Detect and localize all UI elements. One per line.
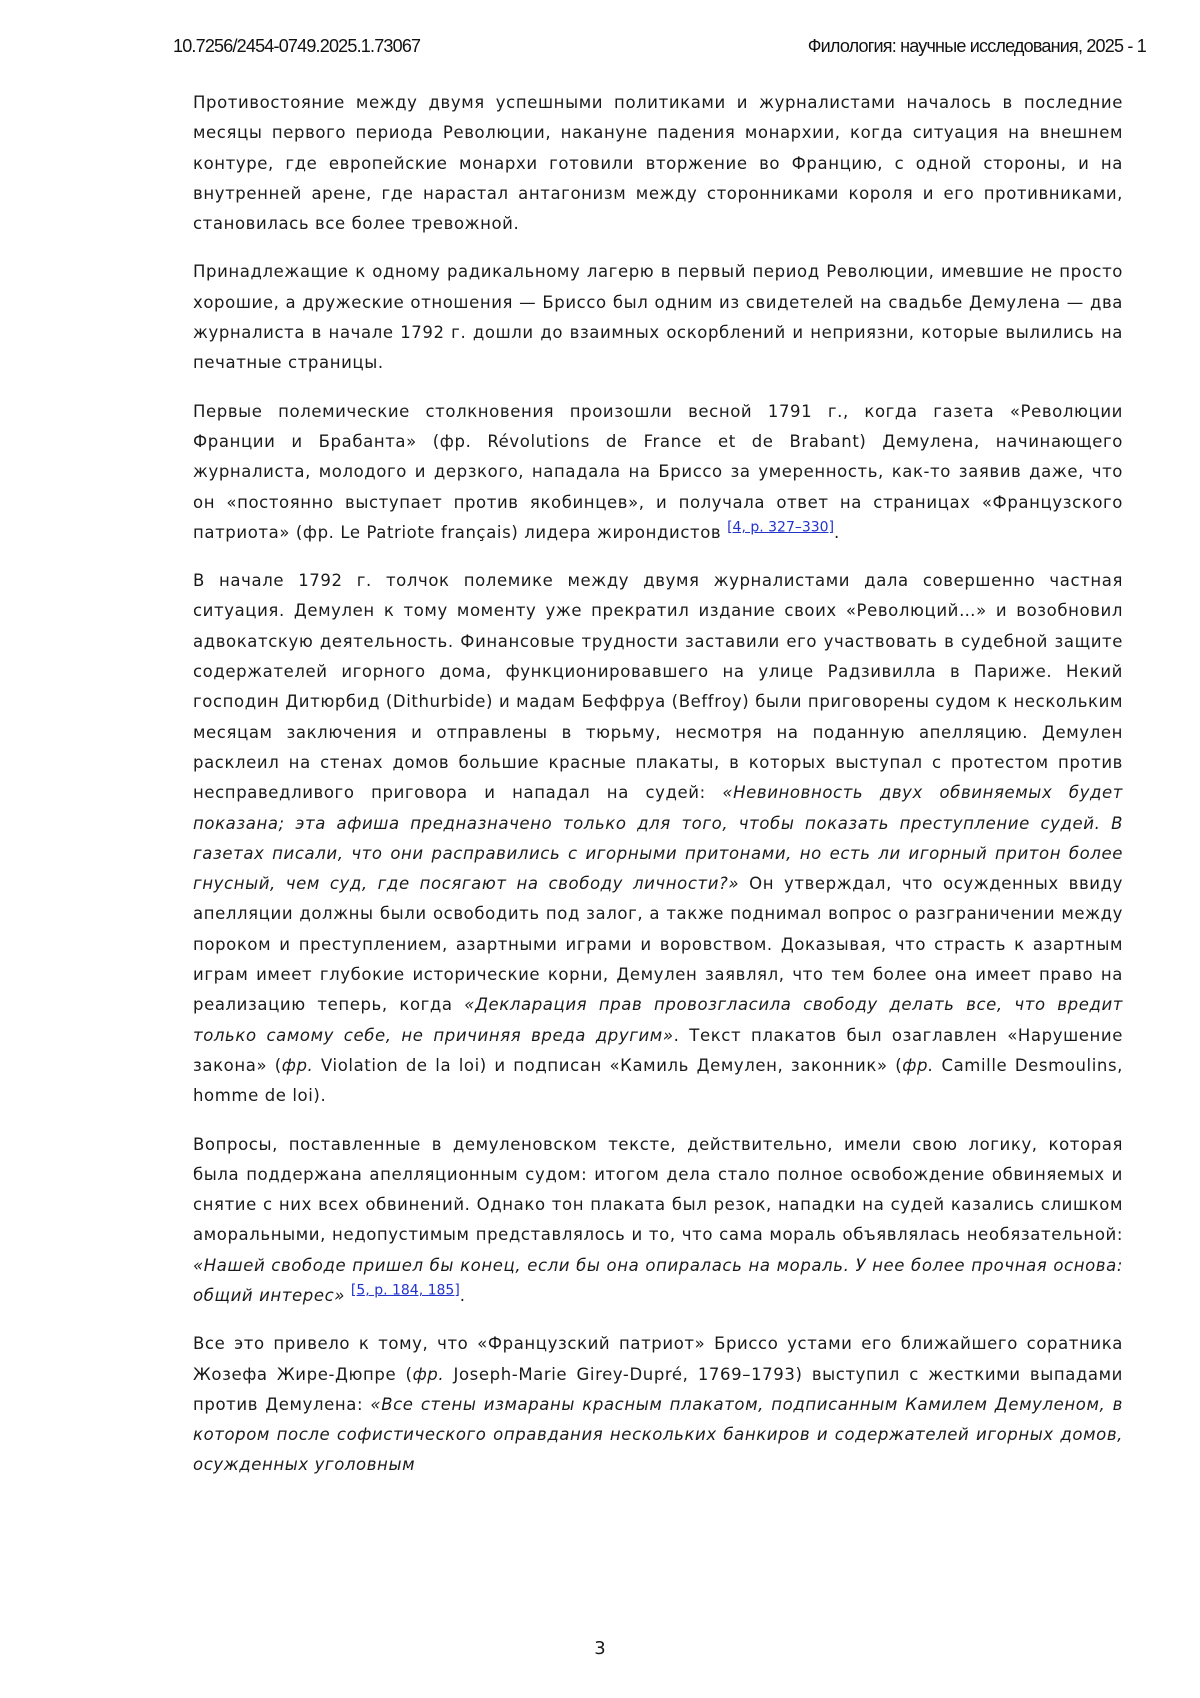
paragraph xyxy=(193,257,1123,378)
text-segment: . xyxy=(834,522,840,542)
citation-link[interactable]: [5, p. 184, 185] xyxy=(350,1282,460,1299)
text-segment: Violation de la loi) и подписан «Камиль Демулен, законник» ( xyxy=(313,1055,903,1075)
text-segment: . Текст плакатов был озаглавлен «Нарушение закона» ( xyxy=(193,1025,1123,1075)
doi-header: 10.7256/2454-0749.2025.1.73067 xyxy=(173,36,421,56)
text-segment: Принадлежащие к одному радикальному лагерю в первый период Революции, имевшие не просто хорошие, а дружеские отношения — Бриссо был одним из свидетелей на свадьбе Демулена — два журналиста в начале 1792 г. дошли до взаимных оскорблений и неприязни, которые вылились на печатные страницы. xyxy=(193,262,1123,373)
text-segment: Противостояние между двумя успешными политиками и журналистами началось в последние месяцы первого периода Революции, накануне падения монархии, когда ситуация на внешнем контуре, где европейские монархи готовили вторжение во Францию, с одной стороны, и на внутренней арене, где нарастал антагонизм между сторонниками короля и его противниками, становилась все более тревожной. xyxy=(193,93,1123,234)
text-segment: Он утверждал, что осужденных ввиду апелляции должны были освободить под залог, а также поднимал вопрос о разграничении между пороком и преступлением, азартными играми и воровством. Доказывая, что страсть к азартным играм имеет глубокие исторические корни, Демулен заявлял, что тем более она имеет право на реализацию теперь, когда xyxy=(193,874,1123,1015)
journal-header: Филология: научные исследования, 2025 - 1 xyxy=(807,36,1146,56)
citation-link[interactable]: [4, p. 327–330] xyxy=(727,519,835,536)
article-body xyxy=(193,88,1123,1499)
italic-quote: «Нашей свободе пришел бы конец, если бы она опиралась на мораль. У нее более прочная основа: общий интерес» xyxy=(193,1255,1123,1305)
paragraph xyxy=(193,566,1123,1111)
text-segment: В начале 1792 г. толчок полемике между двумя журналистами дала совершенно частная ситуация. Демулен к тому моменту уже прекратил издание своих «Революций…» и возобновил адвокатскую деятельность. Финансовые трудности заставили его участвовать в судебной защите содержателей игорного дома, функционировавшего на улице Радзивилла в Париже. Некий господин Дитюрбид (Dithurbide) и мадам Беффруа (Beffroy) были приговорены судом к нескольким месяцам заключения и отправлены в тюрьму, несмотря на поданную апелляцию. Демулен расклеил на стенах домов большие красные плакаты, в которых выступал с протестом против несправедливого приговора и нападал на судей: xyxy=(193,571,1123,803)
paragraph xyxy=(193,1329,1123,1480)
text-segment: Camille Desmoulins, homme de loi). xyxy=(193,1055,1124,1106)
paragraph xyxy=(193,88,1123,239)
italic-quote: «Декларация прав провозгласила свободу делать все, что вредит только самому себе, не причиняя вреда другим» xyxy=(193,995,1123,1045)
italic-quote: фр. xyxy=(412,1364,445,1384)
text-segment: . xyxy=(459,1285,466,1305)
italic-quote: «Все стены измараны красным плакатом, подписанным Камилем Демуленом, в котором после софистического оправдания нескольких банкиров и содержателей игорных домов, осужденных уголовным xyxy=(193,1394,1123,1475)
paragraph xyxy=(193,397,1123,548)
italic-quote: «Невиновность двух обвиняемых будет показана; эта афиша предназначено только для того, чтобы показать преступление судей. В газетах писали, что они расправились с игорными притонами, но есть ли игорный притон более гнусный, чем суд, где посягают на свободу личности?» xyxy=(193,783,1124,894)
page-number: 3 xyxy=(594,1638,606,1659)
text-segment: Joseph-Marie Girey-Dupré, 1769–1793) выступил с жесткими выпадами против Демулена: xyxy=(193,1364,1124,1414)
text-segment: Первые полемические столкновения произошли весной 1791 г., когда газета «Революции Франции и Брабанта» (фр. Révolutions de France et de Brabant) Демулена, начинающего журналиста, молодого и дерзкого, нападала на Бриссо за умеренность, как-то заявив даже, что он «постоянно выступает против якобинцев», и получала ответ на страницах «Французского патриота» (фр. Le Patriote français) лидера жирондистов xyxy=(193,401,1123,542)
italic-quote: фр. xyxy=(902,1055,934,1075)
paragraph xyxy=(193,1130,1123,1312)
text-segment: Вопросы, поставленные в демуленовском тексте, действительно, имели свою логику, которая была поддержана апелляционным судом: итогом дела стало полное освобождение обвиняемых и снятие с них всех обвинений. Однако тон плаката был резок, нападки на судей казались слишком аморальными, недопустимым представлялось и то, что сама мораль объявлялась необязательной: xyxy=(193,1134,1123,1245)
italic-quote: фр. xyxy=(281,1055,314,1075)
text-segment: Все это привело к тому, что «Французский патриот» Бриссо устами его ближайшего соратника Жозефа Жире-Дюпре ( xyxy=(193,1334,1123,1384)
